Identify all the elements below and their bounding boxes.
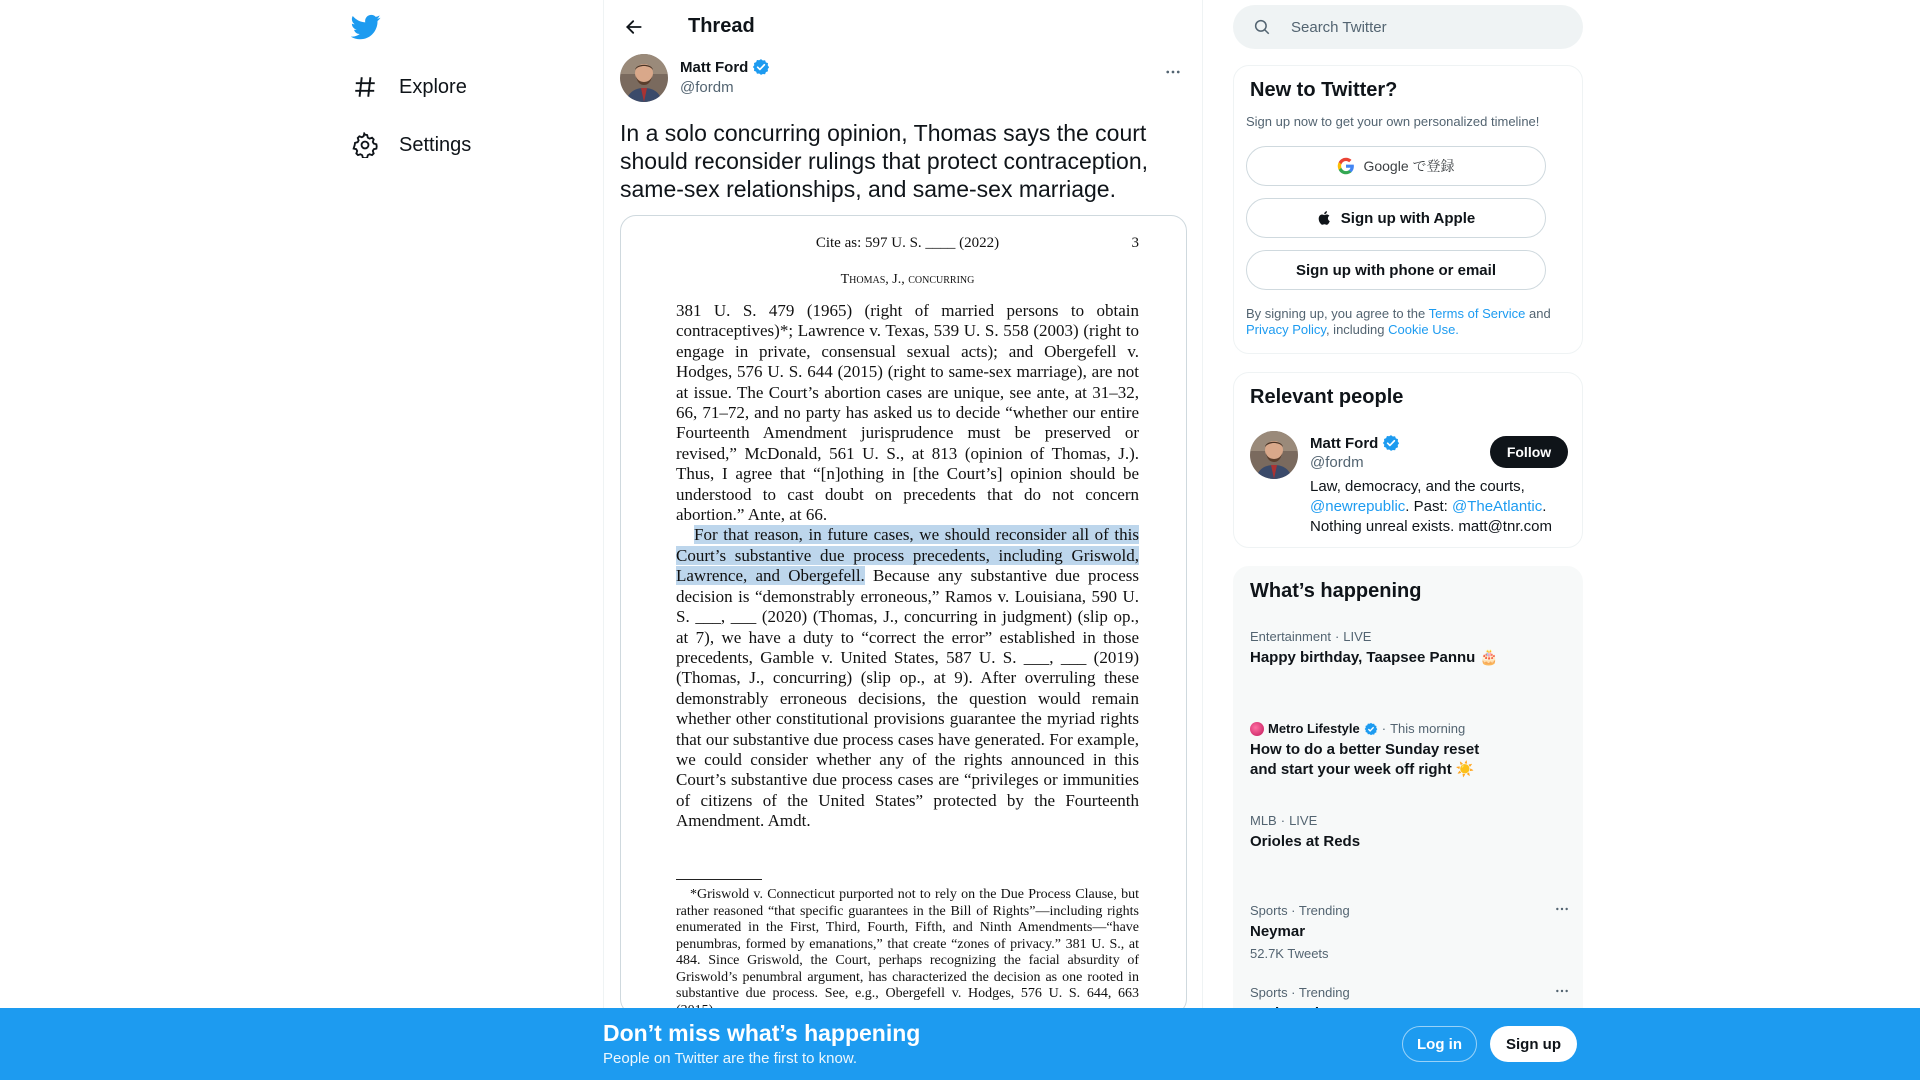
apple-icon <box>1317 209 1333 227</box>
legal-prefix: By signing up, you agree to the <box>1246 306 1429 321</box>
trend-tweet-count: 52.7K Tweets <box>1250 946 1329 961</box>
cookie-use-link[interactable]: Cookie Use. <box>1388 322 1459 337</box>
signup-button[interactable]: Sign up <box>1490 1026 1577 1062</box>
doc-cite: Cite as: 597 U. S. ____ (2022) <box>815 235 1000 251</box>
relevant-person-avatar[interactable] <box>1250 431 1298 479</box>
trend-category: Sports · Trending <box>1250 985 1350 1000</box>
theatlantic-link[interactable]: @TheAtlantic <box>1451 498 1543 515</box>
trend-time: This morning <box>1390 721 1466 736</box>
more-options-icon[interactable] <box>1550 899 1574 919</box>
metro-logo-icon <box>1250 722 1264 736</box>
signup-prompt-bar <box>0 1008 1920 1080</box>
doc-running-head: Thomas, J., concurring <box>840 272 975 287</box>
trend-item[interactable] <box>1250 721 1570 780</box>
whats-happening-panel <box>1233 566 1583 1080</box>
search-bar[interactable] <box>1233 5 1583 49</box>
legal-and: and <box>1525 306 1551 321</box>
nav-explore-label: Explore <box>399 75 467 98</box>
trend-item[interactable] <box>1250 813 1570 852</box>
apple-signup-label: Sign up with Apple <box>1340 209 1476 227</box>
author-name-text: Matt Ford <box>680 58 749 76</box>
phone-email-signup-label: Sign up with phone or email <box>1295 261 1496 279</box>
apple-signup-button[interactable] <box>1246 198 1546 238</box>
back-arrow-icon[interactable] <box>620 13 648 41</box>
tweet-author-row <box>620 53 1188 111</box>
doc-body <box>676 301 1139 832</box>
search-input[interactable] <box>1291 19 1561 36</box>
tweet-text: In a solo concurring opinion, Thomas says the court should reconsider rulings that protect contraception, same-sex relationships, and same-sex marriage. <box>620 120 1149 202</box>
trend-meta <box>1250 985 1570 1000</box>
terms-of-service-link[interactable]: Terms of Service <box>1428 306 1526 321</box>
trend-meta <box>1250 629 1570 644</box>
nav-settings-label: Settings <box>399 133 472 156</box>
more-options-icon[interactable] <box>1550 981 1574 1001</box>
bottom-bar-subtitle: People on Twitter are the first to know. <box>603 1050 858 1067</box>
right-sidebar <box>1233 0 1583 1080</box>
twitter-bird-icon[interactable] <box>351 12 381 42</box>
nav-explore[interactable] <box>351 62 467 112</box>
trend-status: LIVE <box>1343 629 1372 644</box>
thread-header <box>604 0 1202 53</box>
trend-separator: · <box>1334 629 1340 644</box>
doc-paragraph-1: 381 U. S. 479 (1965) (right of married persons to obtain contraceptives)*; Lawrence v. Texas, 539 U. S. 558 (2003) (right to engage in private, consensual sexual acts); and Obergefell v. Hodges, 576 U. S. 644 (2015) (right to same-sex marriage), are not at issue. The Court’s abortion cases are unique, see ante, at 31–32, 66, 71–72, and no party has asked us to decide “whether our entire Fourteenth Amendment jurisprudence must be preserved or revised,” McDonald, 561 U. S., at 813 (opinion of Thomas, J.). Thus, I agree that “[n]othing in [the Court’s] opinion should be understood to cast doubt on precedents that do not concern abortion.” Ante, at 66. <box>676 301 1139 525</box>
new-to-twitter-title: New to Twitter? <box>1250 79 1398 101</box>
trend-category: Entertainment <box>1250 629 1331 644</box>
hashtag-icon <box>351 73 379 101</box>
trend-meta <box>1250 813 1570 828</box>
doc-paragraph-2 <box>676 525 1139 831</box>
trend-category: Sports · Trending <box>1250 903 1350 918</box>
whats-happening-title: What’s happening <box>1250 580 1422 602</box>
relevant-person-bio <box>1310 477 1570 537</box>
trend-status: LIVE <box>1289 813 1318 828</box>
relevant-people-panel <box>1233 372 1583 548</box>
tweet <box>620 53 1188 203</box>
trend-title: Neymar <box>1250 923 1306 940</box>
trend-item[interactable] <box>1250 903 1570 961</box>
google-signup-button[interactable] <box>1246 146 1546 186</box>
left-navigation <box>339 0 604 1080</box>
google-icon <box>1337 157 1355 175</box>
relevant-person-handle[interactable]: @fordm <box>1310 454 1364 471</box>
signup-legal-text <box>1246 306 1566 338</box>
newrepublic-link[interactable]: @newrepublic <box>1310 498 1406 515</box>
trend-title: How to do a better Sunday reset and start your week off right ☀️ <box>1250 741 1480 778</box>
legal-including: , including <box>1325 322 1389 337</box>
author-name[interactable] <box>680 58 770 76</box>
trend-category: MLB <box>1250 813 1277 828</box>
author-handle[interactable]: @fordm <box>680 79 734 96</box>
trend-title: Orioles at Reds <box>1250 833 1361 850</box>
more-options-icon[interactable] <box>1158 57 1188 87</box>
trend-item[interactable] <box>1250 629 1570 668</box>
bio-text-2: . Past: <box>1405 498 1452 515</box>
new-to-twitter-panel <box>1233 65 1583 354</box>
footnote-rule <box>676 879 762 880</box>
avatar[interactable] <box>620 54 668 102</box>
main-column <box>603 0 1203 1080</box>
trend-separator: · <box>1381 721 1387 736</box>
privacy-policy-link[interactable]: Privacy Policy <box>1246 322 1326 337</box>
trend-meta <box>1250 903 1570 918</box>
doc-paragraph-2-rest: Because any substantive due process decision is “demonstrably erroneous,” Ramos v. Louisiana, 590 U. S. ___, ___ (2020) (Thomas, J., concurring in judgment) (slip op., at 7), we have a duty to “correct the error” established in those precedents, Gamble v. United States, 587 U. S. ___, ___ (2019) (Thomas, J., concurring) (slip op., at 9). After overruling these demonstrably erroneous decisions, the question would remain whether other constitutional provisions guarantee the myriad rights that our substantive due process cases have generated. For example, we could consider whether any of the rights announced in this Court’s substantive due process cases are “privileges or immunities of citizens of the United States” protected by the Fourteenth Amendment. Amdt. <box>676 566 1139 831</box>
new-to-twitter-subtitle: Sign up now to get your own personalized timeline! <box>1246 114 1540 129</box>
verified-badge-icon <box>1382 434 1400 452</box>
verified-badge-icon <box>1364 722 1378 736</box>
trend-separator: · <box>1280 813 1286 828</box>
search-icon <box>1253 18 1271 36</box>
relevant-person-name-text: Matt Ford <box>1310 434 1379 452</box>
bottom-bar-title: Don’t miss what’s happening <box>603 1020 921 1046</box>
bio-text-3: . Nothing unreal exists. matt@tnr.com <box>1310 498 1552 535</box>
nav-settings[interactable] <box>351 120 471 170</box>
doc-footnote-text: *Griswold v. Connecticut purported not to rely on the Due Process Clause, but rather reasoned “that specific guarantees in the Bill of Rights”—including rights enumerated in the First, Third, Fourth, Fifth, and Ninth Amendments—“have penumbras, formed by emanations,” that create “zones of privacy.” 381 U. S., at 484. Since Griswold, the Court, perhaps recognizing the facial absurdity of Griswold’s penumbral argument, has characterized the decision as one rooted in substantive due process. See, e.g., Obergefell v. Hodges, 576 U. S. 644, 663 <box>676 887 1139 1001</box>
trend-title: Happy birthday, Taapsee Pannu 🎂 <box>1250 649 1499 666</box>
gear-icon <box>351 131 379 159</box>
follow-button[interactable]: Follow <box>1490 436 1568 468</box>
relevant-people-title: Relevant people <box>1250 386 1404 408</box>
login-button[interactable]: Log in <box>1402 1026 1477 1062</box>
trend-source: Metro Lifestyle <box>1268 721 1360 736</box>
relevant-person-name[interactable] <box>1310 434 1400 452</box>
phone-email-signup-button[interactable] <box>1246 250 1546 290</box>
doc-highlighted-text: For that reason, in future cases, we should reconsider all of this Court’s substantive due process precedents, including Griswold, Lawrence, and Obergefell. <box>676 525 1139 586</box>
verified-badge-icon <box>752 58 770 76</box>
trend-meta <box>1250 721 1570 736</box>
bio-text-1: Law, democracy, and the courts, <box>1310 478 1525 495</box>
google-signup-label: Google で登録 <box>1363 158 1455 174</box>
doc-page-number: 3 <box>1131 235 1139 251</box>
thread-title: Thread <box>688 15 755 37</box>
tweet-image-document[interactable] <box>620 215 1187 1015</box>
doc-footnote <box>676 887 1139 1015</box>
